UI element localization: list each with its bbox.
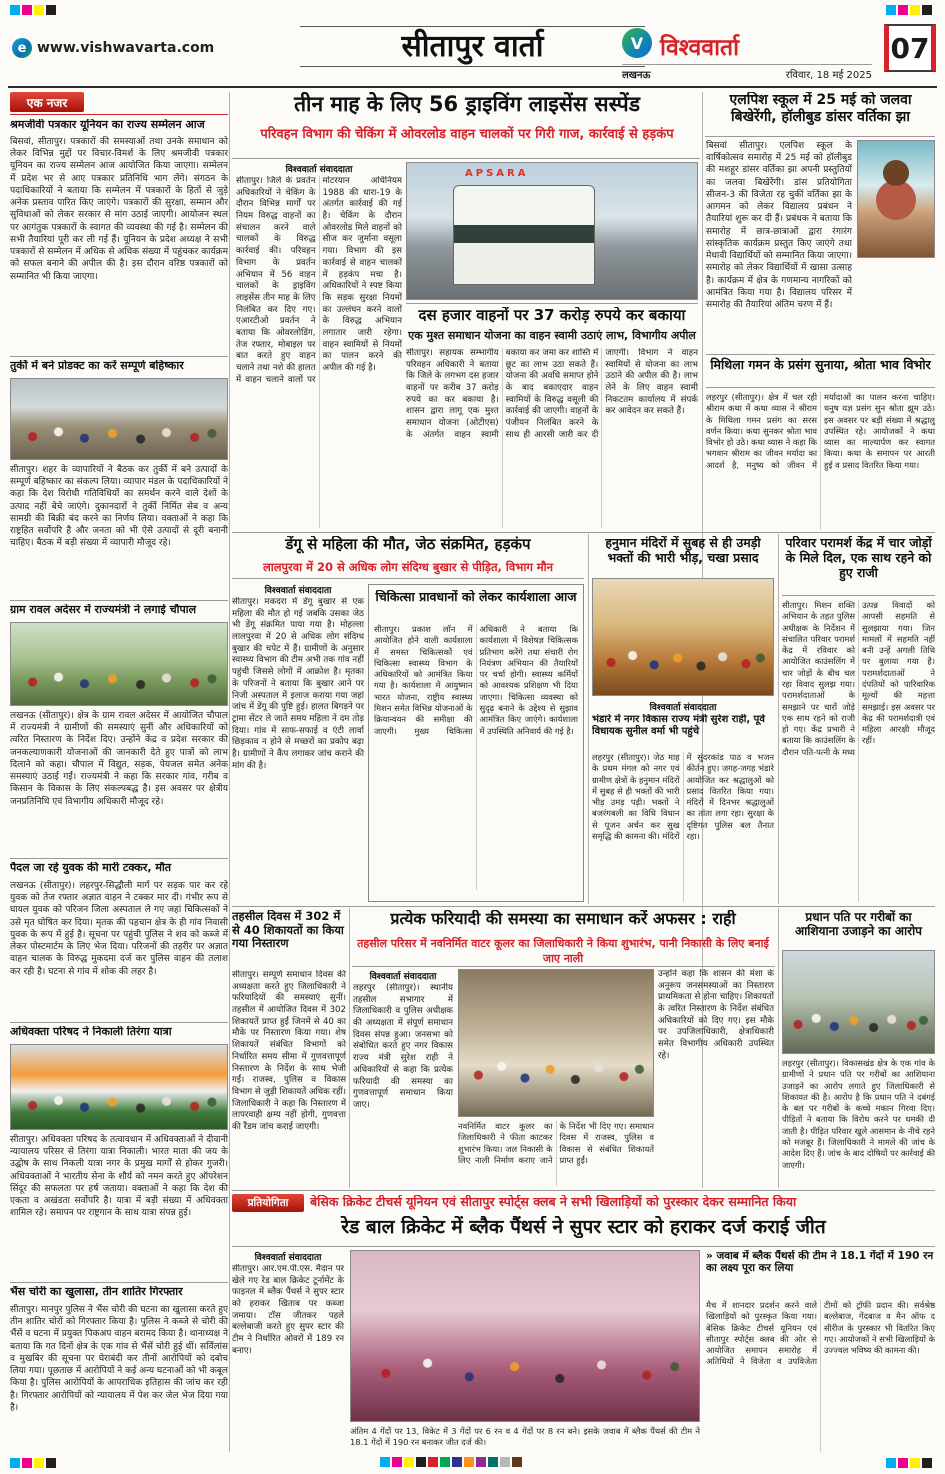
divider (10, 858, 228, 859)
color-swatch (440, 1457, 450, 1467)
dm-body-left: लहरपुर (सीतापुर)। स्थानीय तहसील सभागार में जिलाधिकारी व पुलिस अधीक्षक की अध्यक्षता में संपूर्ण समाधान दिवस संपन्न हुआ। जनसभा को संबोधित करते हुए नगर विकास राज्य मंत्री सुरेश राही ने अधिकारियों से कहा कि प्रत्येक फरियादी की समस्या का गुणवत्तापूर्ण समाधान किया जाए। (353, 983, 453, 1110)
cricket-headline: रेड बाल क्रिकेट में ब्लैक पैंथर्स ने सुपर स्टार को हराकर दर्ज कराई जीत (341, 1216, 826, 1238)
dm-body-right: उन्होंने कहा कि शासन की मंशा के अनुरूप जनसमस्याओं का निस्तारण प्राथमिकता से होना चाहिए। शिकायतों के त्वरित निस्तारण के निर्देश संबंधित अधिकारियों को दिए गए। इस मौके पर उपजिलाधिकारी, क्षेत्राधिकारी समेत विभागीय अधिकारी उपस्थित रहे। (658, 969, 774, 1061)
divider (349, 908, 350, 1188)
workshop-box (368, 584, 584, 902)
sidebar-article-body: लखनऊ (सीतापुर)। लहरपुर-सिद्धौली मार्ग पर सड़क पार कर रहे युवक को तेज रफ्तार अज्ञात वाहन ने टक्कर मार दी। गंभीर रूप से घायल युवक को परिजन जिला अस्पताल ले गए जहां चिकित्सकों ने उसे मृत घोषित कर दिया। मृतक की पहचान क्षेत्र के ही गांव निवासी युवक के रूप में हुई है। सूचना पर पहुंची पुलिस ने शव को कब्जे में लेकर पोस्टमार्टम के लिए भेज दिया। परिजनों की तहरीर पर अज्ञात वाहन चालक के विरुद्ध मुकदमा दर्ज कर पुलिस वाहन की तलाश कर रही है। घटना से गांव में शोक की लहर है। (10, 881, 228, 977)
header-rule (8, 86, 937, 88)
registration-marks-bottom-left (10, 1458, 56, 1468)
color-swatch (10, 5, 20, 15)
color-swatch (428, 1457, 438, 1467)
edition-date: रविवार, 18 मई 2025 (785, 70, 872, 81)
color-swatch (922, 5, 932, 15)
color-swatch (512, 1457, 522, 1467)
pradhan-body: लहरपुर (सीतापुर)। विकासखंड क्षेत्र के एक गांव के ग्रामीणों ने प्रधान पति पर गरीबों का आशियाना उजाड़ने का आरोप लगाते हुए जिलाधिकारी से शिकायत की है। आरोप है कि प्रधान पति ने दबंगई के बल पर गरीबों के कच्चे मकान गिरवा दिए। पीड़ितों ने बताया कि विरोध करने पर धमकी दी जाती है। पीड़ित परिवार खुले आसमान के नीचे रहने को मजबूर हैं। जिलाधिकारी ने मामले की जांच के आदेश दिए हैं। जांच के बाद दोषियों पर कार्रवाई की जाएगी। (782, 1058, 935, 1170)
divider (232, 906, 935, 907)
dm-headline: प्रत्येक फरियादी की समस्या का समाधान करें अफसर : राही (390, 910, 736, 928)
color-swatch (404, 1457, 414, 1467)
site-url: www.vishwavarta.com (37, 40, 215, 56)
cricket-strapline: बेसिक क्रिकेट टीचर्स यूनियन एवं सीतापुर स्पोर्ट्स क्लब ने सभी खिलाड़ियों को पुरस्कार देकर सम्मानित किया (310, 1195, 797, 1209)
color-swatch (380, 1457, 390, 1467)
cricket-tag: प्रतियोगिता (232, 1194, 304, 1212)
color-swatch (922, 1458, 932, 1468)
sidebar-article-headline: पैदल जा रहे युवक की मारी टक्कर, मौत (10, 862, 172, 874)
page-number: 07 (884, 24, 936, 72)
sidebar-article-body: सीतापुर। मानपुर पुलिस ने भैंस चोरी की घटना का खुलासा करते हुए तीन शातिर चोरों को गिरफ्तार किया है। पुलिस ने कब्जे से चोरी की भैंसें व घटना में प्रयुक्त पिकअप वाहन बरामद किया है। थानाध्यक्ष ने बताया कि गत दिनों क्षेत्र के एक गांव से भैंसें चोरी हुई थीं। सर्विलांस व मुखबिर की सूचना पर घेराबंदी कर तीनों आरोपियों को दबोच लिया गया। पूछताछ में आरोपियों ने कई अन्य घटनाओं को भी कबूल किया है। पुलिस आरोपियों के आपराधिक इतिहास की जांच कर रही है। गिरफ्तार आरोपियों को न्यायालय में पेश कर जेल भेज दिया गया है। (10, 1305, 228, 1413)
divider (705, 136, 935, 137)
sidebar-article-headline: तुर्की में बने प्रोडक्ट का करें सम्पूर्ण बहिष्कार (10, 360, 184, 372)
dengue-body: सीतापुर। मकदरा में डेंगू बुखार से एक महिला की मौत हो गई जबकि उसका जेठ भी डेंगू संक्रमित पाया गया है। मोहल्ला लालपुरवा में 20 से अधिक लोग संदिग्ध बुखार की चपेट में हैं। ग्रामीणों के अनुसार स्वास्थ्य विभाग की टीम अभी तक गांव नहीं पहुंची जिससे लोगों में आक्रोश है। मृतका के परिजनों ने बताया कि बुखार आने पर निजी अस्पताल में इलाज कराया गया जहां जांच में डेंगू की पुष्टि हुई। हालत बिगड़ने पर ट्रामा सेंटर ले जाते समय महिला ने दम तोड़ दिया। गांव में साफ-सफाई व एंटी लार्वा छिड़काव न होने से मच्छरों का प्रकोप बढ़ा है। ग्रामीणों ने कैंप लगाकर जांच कराने की मांग की है। (232, 597, 364, 771)
sidebar-article-headline: ग्राम रावल अदेसर में राज्यमंत्री ने लगाई चौपाल (10, 604, 197, 616)
color-swatch (392, 1457, 402, 1467)
sidebar-article-headline: अधिवक्ता परिषद ने निकाली तिरंगा यात्रा (10, 1026, 172, 1038)
masthead-title: सीतापुर वार्ता (300, 26, 645, 67)
divider (782, 595, 935, 596)
mithila-headline: मिथिला गमन के प्रसंग सुनाया, श्रोता भाव विभोर (706, 354, 935, 388)
mithila-body: लहरपुर (सीतापुर)। क्षेत्र में चल रही श्रीराम कथा में कथा व्यास ने श्रीराम के मिथिला गमन प्रसंग का सरस वर्णन किया। कथा सुनकर श्रोता भाव विभोर हो उठे। कथा व्यास ने कहा कि भगवान श्रीराम का जीवन मर्यादा का आदर्श है, मनुष्य को जीवन में मर्यादाओं का पालन करना चाहिए। धनुष यज्ञ प्रसंग सुन श्रोता झूम उठे। इस अवसर पर बड़ी संख्या में श्रद्धालु उपस्थित रहे। आयोजकों ने कथा व्यास का माल्यार्पण कर स्वागत किया। कथा के समापन पर आरती हुई व प्रसाद वितरित किया गया। (706, 392, 935, 470)
site-logo-icon: e (12, 38, 32, 58)
brand-name: विश्ववार्ता (660, 35, 740, 61)
family-headline: परिवार परामर्श केंद्र में चार जोड़ों के मिले दिल, एक साथ रहने को हुए राजी (785, 536, 932, 580)
sidebar-article-headline: श्रमजीवी पत्रकार यूनियन का राज्य सम्मेलन आज (10, 119, 205, 131)
sidebar-article-body: सीतापुर। अधिवक्ता परिषद के तत्वावधान में अधिवक्ताओं ने दीवानी न्यायालय परिसर से तिरंगा यात्रा निकाली। भारत माता की जय के उद्घोष के साथ निकली यात्रा नगर के प्रमुख मार्गों से होकर गुजरी। अधिवक्ताओं ने भारतीय सेना के शौर्य को नमन करते हुए ऑपरेशन सिंदूर की सफलता पर हर्ष जताया। वक्ताओं ने कहा कि देश की एकता व अखंडता सर्वोपरि है। यात्रा में बड़ी संख्या में अधिवक्ता शामिल रहे। समापन पर राष्ट्रगान के साथ यात्रा संपन्न हुई। (10, 1135, 228, 1219)
color-swatch (452, 1457, 462, 1467)
registration-marks-top-right (886, 5, 932, 15)
divider (406, 303, 698, 304)
tiranga-yatra-photo (10, 1044, 228, 1130)
sidebar-article-body: लखनऊ (सीतापुर)। क्षेत्र के ग्राम रावल अदेसर में आयोजित चौपाल में राज्यमंत्री ने ग्रामीणों की समस्याएं सुनीं और अधिकारियों को त्वरित निस्तारण के निर्देश दिए। उन्होंने केंद्र व प्रदेश सरकार की जनकल्याणकारी योजनाओं की जानकारी देते हुए पात्रों को लाभ दिलाने को कहा। चौपाल में विद्युत, सड़क, पेयजल समेत अनेक समस्याएं उठाई गईं। राज्यमंत्री ने कहा कि सरकार गांव, गरीब व किसान के विकास के लिए संकल्पबद्ध है। इस अवसर पर क्षेत्रीय जनप्रतिनिधि एवं विभागीय अधिकारी मौजूद रहे। (10, 711, 228, 807)
color-swatch (22, 1458, 32, 1468)
dancer-photo (857, 140, 935, 258)
bus-brand-text: APSARA (465, 168, 529, 180)
color-swatch (464, 1457, 474, 1467)
workshop-body: सीतापुर। प्रकाश लॉन में आयोजित होने वाली कार्यशाला में समस्त चिकित्सकों एवं चिकित्सा स्वास्थ्य विभाग के अधिकारियों को आमंत्रित किया गया है। कार्यशाला में आयुष्मान भारत योजना, राष्ट्रीय स्वास्थ्य मिशन समेत विभिन्न योजनाओं के क्रियान्वयन की समीक्षा की जाएगी। मुख्य चिकित्सा अधिकारी ने बताया कि कार्यशाला में विशेषज्ञ चिकित्सक प्रतिभाग करेंगे तथा संचारी रोग नियंत्रण अभियान की तैयारियों पर चर्चा होगी। स्वास्थ्य कर्मियों को आवश्यक प्रशिक्षण भी दिया जाएगा। चिकित्सा व्यवस्था को सुदृढ़ बनाने के उद्देश्य से सुझाव आमंत्रित किए जाएंगे। कार्यशाला में उपस्थिति अनिवार्य की गई है। (374, 624, 578, 736)
divider (10, 1022, 228, 1023)
divider (232, 158, 700, 159)
divider (10, 114, 228, 115)
water-cooler-inauguration-photo (458, 969, 654, 1117)
cricket-photo-caption: अंतिम 4 गेंदों पर 13, विकेट में 3 गेंदों पर 6 रन व 4 गेंदों पर 8 रन बने। इसके जवाब में ब्लैक पैंथर्स की टीम ने 18.1 गेंदों में 190 रन बनाकर जीत दर्ज की। (350, 1426, 700, 1448)
registration-marks-top-left (10, 5, 56, 15)
hanuman-headline: हनुमान मंदिरों में सुबह से ही उमड़ी भक्तों की भारी भीड़, चखा प्रसाद (605, 536, 761, 565)
hanuman-body: लहरपुर (सीतापुर)। जेठ माह के प्रथम मंगल को नगर एवं ग्रामीण क्षेत्रों के हनुमान मंदिरों में सुबह से ही भक्तों की भारी भीड़ उमड़ पड़ी। भक्तों ने बजरंगबली का विधि विधान से पूजन अर्चन कर सुख समृद्धि की कामना की। मंदिरों में सुंदरकांड पाठ व भजन कीर्तन हुए। जगह-जगह भंडारे आयोजित कर श्रद्धालुओं को प्रसाद वितरित किया गया। मंदिरों में दिनभर श्रद्धालुओं का तांता लगा रहा। सुरक्षा के दृष्टिगत पुलिस बल तैनात रहा। (592, 752, 774, 841)
hanuman-byline: विश्ववार्ता संवाददाता (649, 703, 717, 713)
divider (352, 966, 775, 967)
sidebar-article-body: बिसवां, सीतापुर। पत्रकारों की समस्याओं तथा उनके समाधान को लेकर विभिन्न मुद्दों पर विचार-विमर्श के लिए श्रमजीवी पत्रकार यूनियन का राज्य सम्मेलन आज आयोजित किया जाएगा। सम्मेलन में प्रदेश भर से आए पत्रकार प्रतिनिधि भाग लेंगे। संगठन के पदाधिकारियों ने बताया कि सम्मेलन में पत्रकारों के हितों से जुड़े अनेक प्रस्ताव पारित किए जाएंगे। पत्रकारों की सुरक्षा, सम्मान और सुविधाओं को लेकर सरकार से मांग उठाई जाएगी। आयोजन स्थल पर आगंतुक पत्रकारों के स्वागत की व्यवस्था की गई है। सम्मेलन की सभी तैयारियां पूरी कर ली गई हैं। यूनियन के प्रदेश अध्यक्ष ने सभी पत्रकारों से सम्मेलन में अधिक से अधिक संख्या में पहुंचकर कार्यक्रम को सफल बनाने की अपील की है। इस दौरान वरिष्ठ पत्रकारों को सम्मानित भी किया जाएगा। (10, 137, 228, 282)
color-swatch (46, 1458, 56, 1468)
divider (232, 578, 584, 579)
divider (232, 532, 935, 533)
divider (232, 1246, 935, 1247)
color-swatch (898, 5, 908, 15)
tax-body: सीतापुर। सहायक सम्भागीय परिवहन अधिकारी ने बताया कि जिले के लगभग दस हजार वाहनों पर करीब 37 करोड़ रुपये का कर बकाया है। शासन द्वारा लागू एक मुश्त समाधान योजना (ओटीएस) के अंतर्गत वाहन स्वामी बकाया कर जमा कर शास्ति में छूट का लाभ उठा सकते हैं। योजना की अवधि समाप्त होने के बाद बकाएदार वाहन स्वामियों के विरुद्ध वसूली की कार्रवाई की जाएगी। वाहनों के पंजीयन निलंबित करने के साथ ही आरसी जारी कर दी जाएगी। विभाग ने वाहन स्वामियों से योजना का लाभ उठाने की अपील की है। लाभ लेने के लिए वाहन स्वामी निकटतम कार्यालय में संपर्क कर आवेदन कर सकते हैं। (406, 348, 698, 440)
sidebar-tag: एक नजर (10, 92, 84, 112)
divider (232, 1190, 935, 1191)
divider (10, 1282, 228, 1283)
color-swatch (46, 5, 56, 15)
cricket-prize-photo (350, 1250, 700, 1422)
cricket-byline: विश्ववार्ता संवाददाता (254, 1253, 322, 1263)
villagers-complaint-photo (782, 950, 935, 1054)
color-swatch (34, 5, 44, 15)
sidebar-article-headline: भैंस चोरी का खुलासा, तीन शातिर गिरफ्तार (10, 1286, 183, 1298)
edition-row (622, 64, 872, 81)
overloaded-bus-photo (406, 162, 698, 300)
hanuman-crowd-photo (592, 578, 774, 696)
lead-subhead: परिवहन विभाग की चेकिंग में ओवरलोड वाहन चालकों पर गिरी गाज, कार्रवाई से हड़कंप (260, 127, 674, 142)
family-body: सीतापुर। मिशन शक्ति अभियान के तहत पुलिस अधीक्षक के निर्देशन में संचालित परिवार परामर्श केंद्र में रविवार को आयोजित काउंसलिंग में चार जोड़ों के बीच चल रहा विवाद सुलझ गया। परामर्शदाताओं के समझाने पर चारों जोड़े एक साथ रहने को राजी हो गए। केंद्र प्रभारी ने बताया कि काउंसलिंग के दौरान पति-पत्नी के मध्य उत्पन्न विवादों को आपसी सहमति से सुलझाया गया। जिन मामलों में सहमति नहीं बनी उन्हें अगली तिथि पर बुलाया गया है। परामर्शदाताओं ने दंपतियों को पारिवारिक मूल्यों की महत्ता समझाई। इस अवसर पर केंद्र की परामर्शदात्री एवं महिला आरक्षी मौजूद रहीं। (782, 600, 935, 757)
color-swatch (416, 1457, 426, 1467)
color-swatch (910, 1458, 920, 1468)
pradhan-headline: प्रधान पति पर गरीबों का आशियाना उजाड़ने का आरोप (795, 910, 922, 939)
lead-byline: विश्ववार्ता संवाददाता (285, 165, 353, 175)
color-swatch (886, 1458, 896, 1468)
dengue-subhead: लालपुरवा में 20 से अधिक लोग संदिग्ध बुखार से पीड़ित, विभाग मौन (262, 560, 554, 574)
dengue-headline: डेंगू से महिला की मौत, जेठ संक्रमित, हड़कंप (285, 536, 531, 553)
dancer-body: बिसवां सीतापुर। एलपिश स्कूल के वार्षिकोत्सव समारोह में 25 मई को हॉलीबुड की मशहूर डांसर वर्तिका झा अपनी प्रस्तुतियों का जलवा बिखेरेंगी। डांस प्रतियोगिता सीजन-3 की विजेता रह चुकीं वर्तिका झा के आगमन को लेकर विद्यालय प्रबंधन ने तैयारियां शुरू कर दी हैं। प्रबंधक ने बताया कि समारोह में छात्र-छात्राओं द्वारा रंगारंग सांस्कृतिक कार्यक्रम प्रस्तुत किए जाएंगे तथा मेधावी विद्यार्थियों को सम्मानित किया जाएगा। समारोह को लेकर विद्यार्थियों में खासा उत्साह है। कार्यक्रम में क्षेत्र के गणमान्य नागरिकों को आमंत्रित किया गया है। विद्यालय परिसर में समारोह की तैयारियां अंतिम चरण में हैं। (706, 141, 852, 311)
color-swatch (910, 5, 920, 15)
divider (588, 534, 589, 904)
tax-headline: दस हजार वाहनों पर 37 करोड़ रुपये कर बकाया (418, 307, 686, 324)
color-swatch (34, 1458, 44, 1468)
divider (229, 92, 230, 1452)
dm-byline: विश्ववार्ता संवाददाता (369, 972, 437, 982)
lead-headline: तीन माह के लिए 56 ड्राइविंग लाइसेंस सस्पेंड (294, 92, 640, 116)
bus-shape (453, 185, 594, 285)
chaupal-photo (10, 622, 228, 706)
divider (778, 534, 779, 904)
color-swatch (488, 1457, 498, 1467)
tehsil-headline: तहसील दिवस में 302 में से 40 शिकायतों का किया गया निस्तारण (232, 910, 344, 951)
hanuman-pull-quote: भंडारे में नगर विकास राज्य मंत्री सुरेश राही, पूर्व विधायक सुनील वर्मा भी पहुंचे (592, 714, 765, 737)
divider (778, 908, 779, 1188)
dm-body-mid: नवनिर्मित वाटर कूलर का जिलाधिकारी ने फीता काटकर शुभारंभ किया। जल निकासी के लिए नाली निर्माण कराए जाने के निर्देश भी दिए गए। समाधान दिवस में राजस्व, पुलिस व विकास से संबंधित शिकायतें प्राप्त हुईं। (458, 1121, 654, 1165)
cricket-pull-quote: » जवाब में ब्लैक पैंथर्स की टीम ने 18.1 गेंदों में 190 रन का लक्ष्य पूरा कर लिया (706, 1250, 934, 1275)
cricket-body-right: मैच में शानदार प्रदर्शन करने वाले खिलाड़ियों को पुरस्कृत किया गया। बेसिक क्रिकेट टीचर्स यूनियन एवं सीतापुर स्पोर्ट्स क्लब की ओर से आयोजित समापन समारोह में अतिथियों ने विजेता व उपविजेता टीमों को ट्रॉफी प्रदान की। सर्वश्रेष्ठ बल्लेबाज, गेंदबाज व मैन ऑफ द सीरीज के पुरस्कार भी वितरित किए गए। आयोजकों ने सभी खिलाड़ियों के उज्ज्वल भविष्य की कामना की। (706, 1300, 935, 1367)
tehsil-body: सीतापुर। सम्पूर्ण समाधान दिवस की अध्यक्षता करते हुए जिलाधिकारी ने फरियादियों की समस्याएं सुनीं। तहसील में आयोजित दिवस में 302 शिकायतें प्राप्त हुईं जिनमें से 40 का मौके पर निस्तारण किया गया। शेष शिकायतें संबंधित विभागों को निर्धारित समय सीमा में गुणवत्तापूर्ण निस्तारण के निर्देश के साथ भेजी गईं। राजस्व, पुलिस व विकास विभाग से जुड़ी शिकायतें अधिक रहीं। जिलाधिकारी ने कहा कि निस्तारण में लापरवाही क्षम्य नहीं होगी, गुणवत्ता की रैंडम जांच कराई जाएगी। (232, 970, 346, 1132)
turkey-boycott-photo (10, 378, 228, 460)
color-swatch (476, 1457, 486, 1467)
brand-logo-icon: V (622, 28, 652, 58)
cricket-body-left: सीतापुर। आर.एम.पी.एस. मैदान पर खेले गए रेड बाल क्रिकेट टूर्नामेंट के फाइनल में ब्लैक पैंथर्स ने सुपर स्टार को हराकर खिताब पर कब्जा जमाया। टॉस जीतकर पहले बल्लेबाजी करते हुए सुपर स्टार की टीम ने निर्धारित ओवरों में 189 रन बनाए। (232, 1264, 344, 1356)
dancer-article (706, 140, 935, 350)
divider (10, 356, 228, 357)
tax-subhead: एक मुश्त समाधान योजना का वाहन स्वामी उठाएं लाभ, विभागीय अपील (408, 329, 696, 342)
edition-city: लखनऊ (622, 70, 651, 81)
divider (10, 600, 228, 601)
workshop-headline: चिकित्सा प्रावधानों को लेकर कार्यशाला आज (375, 590, 577, 604)
color-swatch (22, 5, 32, 15)
dm-subhead: तहसील परिसर में नवनिर्मित वाटर कूलर का जिलाधिकारी ने किया शुभारंभ, पानी निकासी के लिए बनाई जाए नाली (357, 937, 769, 964)
color-swatch (898, 1458, 908, 1468)
sidebar-article-body: सीतापुर। शहर के व्यापारियों ने बैठक कर तुर्की में बने उत्पादों के सम्पूर्ण बहिष्कार का संकल्प लिया। व्यापार मंडल के पदाधिकारियों ने कहा कि देश विरोधी गतिविधियों का समर्थन करने वाले देशों के उत्पाद नहीं बेचे जाएंगे। दुकानदारों ने तुर्की निर्मित सेब व अन्य सामग्री की बिक्री बंद करने का निर्णय लिया। वक्ताओं ने कहा कि राष्ट्रहित सर्वोपरि है और जनता को भी ऐसे उत्पादों से दूरी बनानी चाहिए। बैठक में बड़ी संख्या में व्यापारी मौजूद रहे। (10, 465, 228, 549)
registration-marks-bottom-right (886, 1458, 932, 1468)
lead-body: सीतापुर। जिले के प्रवर्तन अधिकारियों ने चेकिंग के दौरान विभिन्न मार्गों पर नियम विरुद्ध वाहनों का संचालन करने वाले चालकों के विरुद्ध कार्रवाई की। परिवहन विभाग के प्रवर्तन अभियान में 56 वाहन चालकों के ड्राइविंग लाइसेंस तीन माह के लिए निलंबित कर दिए गए। एआरटीओ प्रवर्तन ने बताया कि ओवरलोडिंग, तेज रफ्तार, मोबाइल पर बात करते हुए वाहन चलाने तथा नशे की हालत में वाहन चलाने वालों पर मोटरयान अधिनियम 1988 की धारा-19 के अंतर्गत कार्रवाई की गई है। चेकिंग के दौरान ओवरलोड मिले वाहनों को सीज कर जुर्माना वसूला गया। विभाग की इस कार्रवाई से वाहन चालकों में हड़कंप मचा है। अधिकारियों ने स्पष्ट किया कि सड़क सुरक्षा नियमों का उल्लंघन करने वालों के विरुद्ध अभियान लगातार जारी रहेगा। वाहन स्वामियों से नियमों का पालन करने की अपील की गई है। (236, 176, 402, 385)
dancer-headline: एलपिश स्कूल में 25 मई को जलवा बिखेरेंगी, हॉलीबुड डांसर वर्तिका झा (729, 92, 912, 125)
color-swatch (500, 1457, 510, 1467)
dengue-byline: विश्ववार्ता संवाददाता (264, 586, 332, 596)
color-swatch (886, 5, 896, 15)
print-color-bar (380, 1457, 522, 1467)
color-swatch (10, 1458, 20, 1468)
